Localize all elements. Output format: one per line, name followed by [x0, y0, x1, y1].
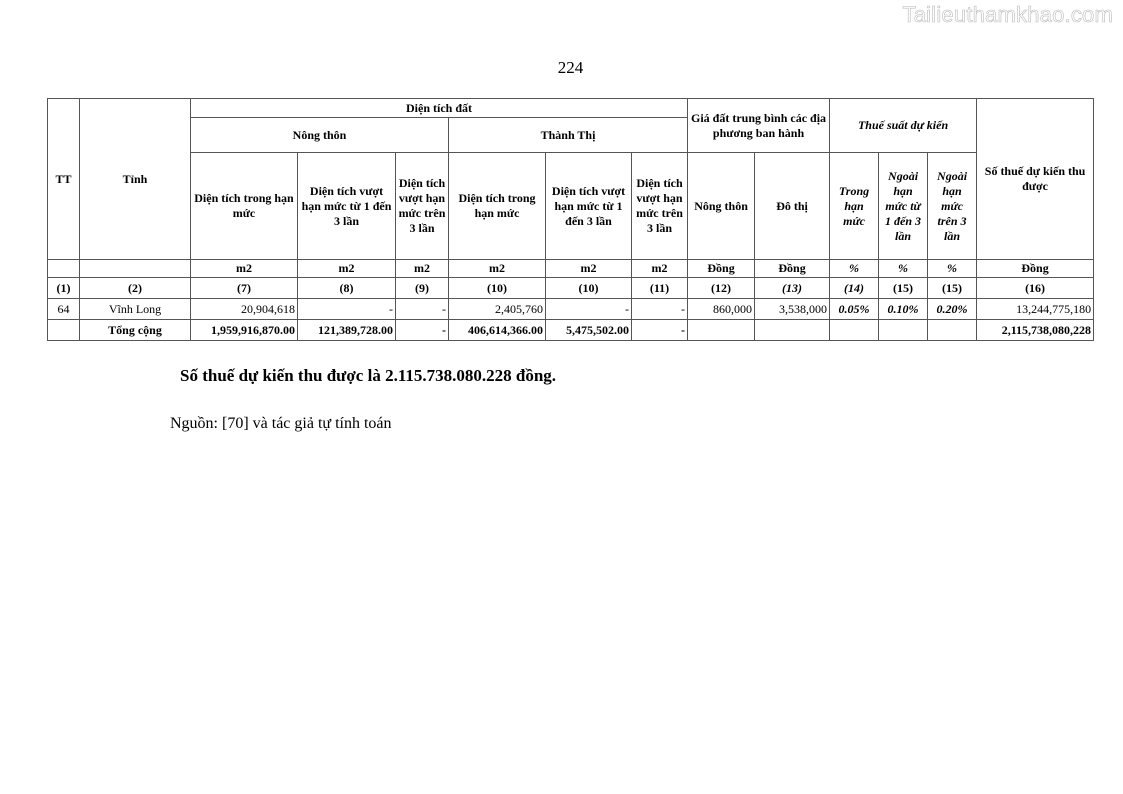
col-number: (10) — [449, 278, 546, 299]
row-nt-tren3: - — [396, 299, 449, 320]
row-ts-ngoai13: 0.10% — [879, 299, 928, 320]
col-number: (12) — [688, 278, 755, 299]
col-number: (9) — [396, 278, 449, 299]
total-nt-trong: 1,959,916,870.00 — [191, 320, 298, 341]
row-tinh: Vĩnh Long — [80, 299, 191, 320]
header-nt-trong: Diện tích trong hạn mức — [191, 153, 298, 260]
total-label: Tổng cộng — [80, 320, 191, 341]
source-note: Nguồn: [70] và tác giả tự tính toán — [170, 415, 392, 432]
unit-cell: Đồng — [688, 260, 755, 278]
header-tt-vuot13: Diện tích vượt hạn mức từ 1 đến 3 lần — [546, 153, 632, 260]
header-row-1 — [48, 99, 1094, 118]
header-tt-tren3: Diện tích vượt hạn mức trên 3 lần — [632, 153, 688, 260]
row-ts-trong: 0.05% — [830, 299, 879, 320]
header-tinh: Tỉnh — [80, 99, 191, 260]
col-number: (8) — [298, 278, 396, 299]
header-so-thue: Số thuế dự kiến thu được — [977, 99, 1094, 260]
col-number: (14) — [830, 278, 879, 299]
unit-cell: m2 — [632, 260, 688, 278]
header-dien-tich-dat: Diện tích đất — [191, 99, 688, 118]
row-gia-nong-thon: 860,000 — [688, 299, 755, 320]
total-row — [48, 320, 1094, 341]
col-number: (16) — [977, 278, 1094, 299]
header-nt-tren3: Diện tích vượt hạn mức trên 3 lần — [396, 153, 449, 260]
row-tt-tren3: - — [632, 299, 688, 320]
row-tt-vuot13: - — [546, 299, 632, 320]
header-thanh-thi: Thành Thị — [449, 118, 688, 153]
unit-cell: % — [928, 260, 977, 278]
row-so-thue: 13,244,775,180 — [977, 299, 1094, 320]
row-tt: 64 — [48, 299, 80, 320]
col-number: (10) — [546, 278, 632, 299]
summary-note: Số thuế dự kiến thu được là 2.115.738.080.228 đồng. — [180, 366, 557, 385]
unit-cell: m2 — [396, 260, 449, 278]
col-number: (1) — [48, 278, 80, 299]
row-gia-do-thi: 3,538,000 — [755, 299, 830, 320]
watermark-text: Tailieuthamkhao.com — [902, 2, 1113, 27]
header-gia-do-thi: Đô thị — [755, 153, 830, 260]
header-thue-suat: Thuế suất dự kiến — [830, 99, 977, 153]
header-gia-nong-thon: Nông thôn — [688, 153, 755, 260]
col-number: (2) — [80, 278, 191, 299]
page-number: 224 — [557, 58, 584, 77]
header-tt: TT — [48, 99, 80, 260]
header-nong-thon: Nông thôn — [191, 118, 449, 153]
col-number: (15) — [928, 278, 977, 299]
col-number: (15) — [879, 278, 928, 299]
row-nt-vuot13: - — [298, 299, 396, 320]
unit-cell: m2 — [449, 260, 546, 278]
header-gia-dat: Giá đất trung bình các địa phương ban hành — [688, 99, 830, 153]
header-ts-trong: Trong hạn mức — [830, 153, 879, 260]
unit-cell: m2 — [546, 260, 632, 278]
header-ts-tren3: Ngoài hạn mức trên 3 lần — [928, 153, 977, 260]
col-number: (11) — [632, 278, 688, 299]
total-tt-vuot13: 5,475,502.00 — [546, 320, 632, 341]
total-nt-vuot13: 121,389,728.00 — [298, 320, 396, 341]
table-row — [48, 299, 1094, 320]
col-number: (7) — [191, 278, 298, 299]
row-ts-tren3: 0.20% — [928, 299, 977, 320]
header-tt-trong: Diện tích trong hạn mức — [449, 153, 546, 260]
unit-cell: Đồng — [977, 260, 1094, 278]
header-nt-vuot13: Diện tích vượt hạn mức từ 1 đến 3 lần — [298, 153, 396, 260]
row-nt-trong: 20,904,618 — [191, 299, 298, 320]
row-tt-trong: 2,405,760 — [449, 299, 546, 320]
unit-cell: m2 — [191, 260, 298, 278]
units-row — [48, 260, 1094, 278]
unit-cell: % — [830, 260, 879, 278]
unit-cell: % — [879, 260, 928, 278]
tax-table — [47, 98, 1094, 341]
unit-cell: Đồng — [755, 260, 830, 278]
col-number: (13) — [755, 278, 830, 299]
header-ts-ngoai13: Ngoài hạn mức từ 1 đến 3 lần — [879, 153, 928, 260]
total-so-thue: 2,115,738,080,228 — [977, 320, 1094, 341]
total-tt-trong: 406,614,366.00 — [449, 320, 546, 341]
total-tt-tren3: - — [632, 320, 688, 341]
total-nt-tren3: - — [396, 320, 449, 341]
unit-cell: m2 — [298, 260, 396, 278]
header-row-3 — [48, 153, 1094, 260]
column-number-row — [48, 278, 1094, 299]
